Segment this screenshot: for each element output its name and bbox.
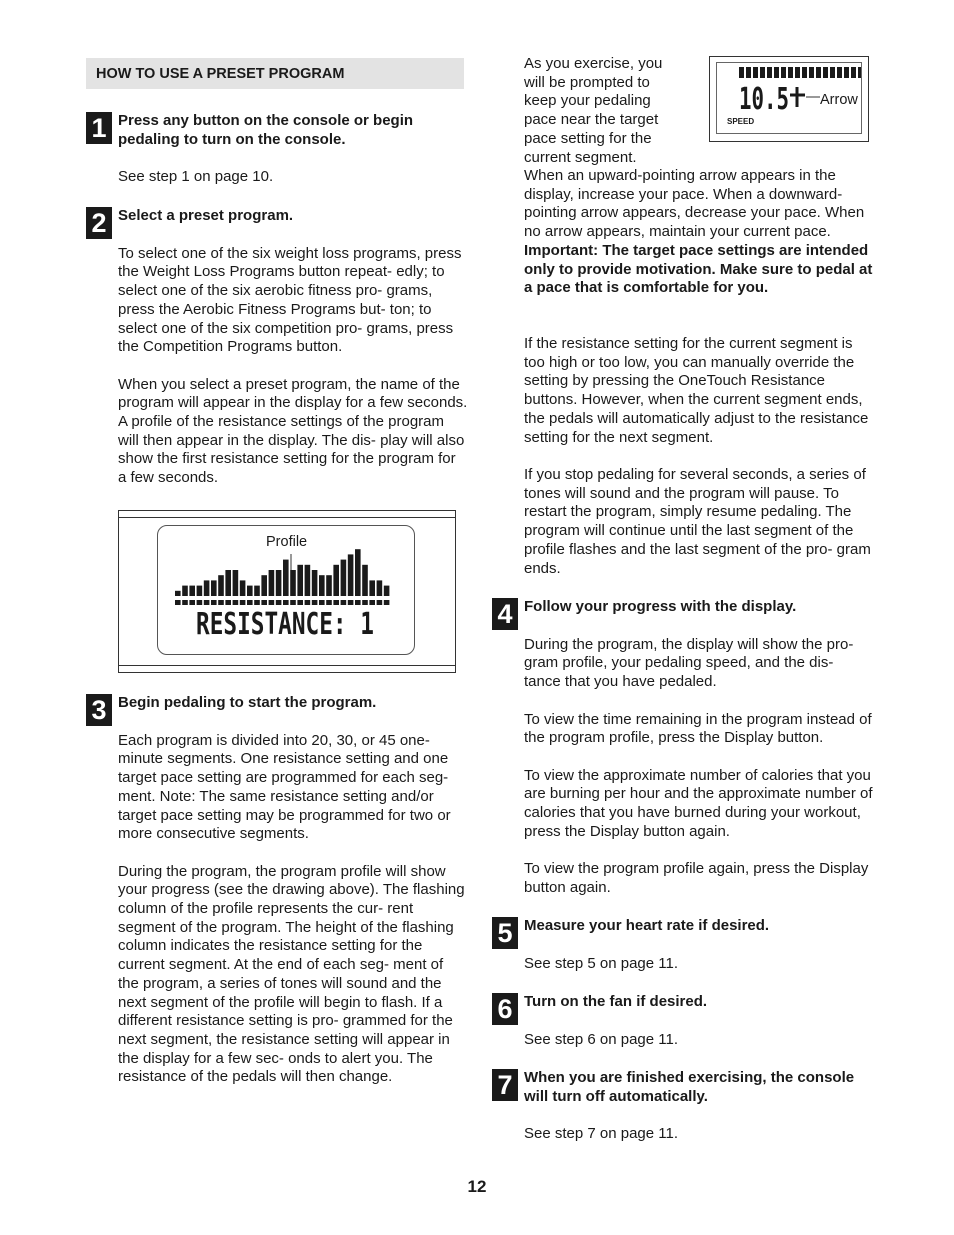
- lcd-screen: [157, 525, 415, 655]
- profile-bar: [377, 580, 383, 596]
- speed-profile-segment: [795, 67, 800, 78]
- speed-profile-segment: [739, 67, 744, 78]
- arrow-label: Arrow: [820, 92, 858, 108]
- pause-paragraph: If you stop pedaling for several seconds, a series of tones will sound and the program will pause. To restart the program, simply resume pedaling. The program will continue until the last segment of the profile flashes and the last segment of the pro- gram ends.: [524, 466, 871, 577]
- override-paragraph: If the resistance setting for the current segment is too high or too low, you can manually override the setting by pressing the OneTouch Resistance buttons. However, when the current segment ends, the pedals will automatically adjust to the resistance setting for the next segment.: [524, 335, 869, 446]
- profile-chart: [158, 526, 414, 654]
- speed-profile-segment: [851, 67, 856, 78]
- pace-intro: As you exercise, you will be prompted to keep your pedaling pace near the target pace setting for the current segment.: [524, 55, 663, 166]
- profile-base-segment: [319, 600, 325, 605]
- profile-base-segment: [377, 600, 383, 605]
- profile-base-segment: [269, 600, 275, 605]
- speed-display-figure: [709, 56, 869, 142]
- step-4-paragraph-2: To view the time remaining in the program instead of the program profile, press the Display button.: [524, 710, 872, 747]
- step-3-paragraph-1: Each program is divided into 20, 30, or 45 one- minute segments. One resistance setting and one target pace setting are programmed for each seg- ment. Note: The same resistance setting and/or target pace setting may be programmed for two or more consecutive segments.: [118, 731, 451, 843]
- profile-bar: [348, 554, 354, 596]
- profile-base-segment: [341, 600, 347, 605]
- step-1-title: Press any button on the console or begin pedaling to turn on the console.: [118, 112, 414, 148]
- figure-top-rule: [119, 517, 455, 518]
- step-5-number: 5: [492, 917, 518, 949]
- pace-important-note: Important: The target pace settings are intended only to provide motivation. Make sure to pedal at a pace that is comfortable for you.: [524, 241, 873, 297]
- profile-bar: [247, 586, 253, 596]
- up-arrow-icon: [790, 87, 805, 107]
- speed-profile-segment: [781, 67, 786, 78]
- profile-base-segment: [384, 600, 390, 605]
- step-7-title: When you are finished exercising, the console will turn off automatically.: [524, 1069, 855, 1105]
- profile-base-segment: [326, 600, 332, 605]
- profile-base-segment: [355, 600, 361, 605]
- speed-label: SPEED: [727, 117, 755, 126]
- profile-bar: [355, 549, 361, 596]
- profile-base-segment: [247, 600, 253, 605]
- speed-profile-segment: [823, 67, 828, 78]
- profile-bar: [211, 580, 217, 596]
- speed-profile-segment: [802, 67, 807, 78]
- step-5-title: Measure your heart rate if desired.: [524, 917, 770, 934]
- profile-base-segment: [261, 600, 267, 605]
- profile-base-segment: [175, 600, 181, 605]
- profile-base-segment: [312, 600, 318, 605]
- step-3-title: Begin pedaling to start the program.: [118, 694, 377, 711]
- step-4-title: Follow your progress with the display.: [524, 598, 797, 615]
- profile-base-segment: [225, 600, 231, 605]
- step-4-number: 4: [492, 598, 518, 630]
- profile-bar: [290, 570, 296, 596]
- speed-readout: 10.5: [739, 82, 789, 117]
- step-2-paragraph-2: When you select a preset program, the name of the program will appear in the display for a few seconds. A profile of the resistance settings of the program will then appear in the display. The dis- play will also show the first resistance setting for the program for a few seconds.: [118, 375, 468, 487]
- profile-bar: [312, 570, 318, 596]
- speed-profile-segment: [830, 67, 835, 78]
- profile-bar: [240, 580, 246, 596]
- step-2-number: 2: [86, 207, 112, 239]
- step-7-number: 7: [492, 1069, 518, 1101]
- profile-base-segment: [297, 600, 303, 605]
- speed-profile-segment: [753, 67, 758, 78]
- profile-bar: [319, 575, 325, 596]
- resistance-readout: RESISTANCE: 1: [196, 607, 374, 642]
- profile-base-segment: [362, 600, 368, 605]
- profile-base-segment: [240, 600, 246, 605]
- profile-display-figure: [118, 510, 456, 673]
- profile-base-segment: [276, 600, 282, 605]
- profile-bar: [218, 575, 224, 596]
- step-5-body: See step 5 on page 11.: [524, 954, 679, 972]
- profile-bar: [333, 565, 339, 596]
- profile-bar: [283, 560, 289, 596]
- profile-bar: [189, 586, 195, 596]
- step-4-paragraph-3: To view the approximate number of calories that you are burning per hour and the approximate number of calories that you have burned during your workout, press the Display button again.: [524, 766, 873, 840]
- profile-bar: [369, 580, 375, 596]
- step-3-paragraph-2: During the program, the program profile will show your progress (see the drawing above). The flashing column of the profile represents the cur- rent segment of the program. The height of the flashing column indicates the resistance setting for the current segment. At the end of each seg- ment of the program, a series of tones will sound and the next segment of the profile will begin to flash. If a different resistance setting is pro- grammed for the next segment, the resistance setting will appear in the display for a few sec- onds to alert you. The resistance of the pedals will then change.: [118, 862, 465, 1086]
- profile-bar: [362, 565, 368, 596]
- profile-bar: [225, 570, 231, 596]
- speed-profile-segment: [760, 67, 765, 78]
- step-3-number: 3: [86, 694, 112, 726]
- speed-lcd-screen: [716, 62, 862, 134]
- profile-bar: [305, 565, 311, 596]
- step-6-body: See step 6 on page 11.: [524, 1030, 679, 1048]
- step-6-number: 6: [492, 993, 518, 1025]
- profile-bar: [175, 591, 181, 596]
- profile-bar: [182, 586, 188, 596]
- step-4-paragraph-4: To view the program profile again, press the Display button again.: [524, 860, 869, 896]
- profile-base-segment: [348, 600, 354, 605]
- profile-base-segment: [204, 600, 210, 605]
- profile-bar: [269, 570, 275, 596]
- step-4-paragraph-1: During the program, the display will show the pro- gram profile, your pedaling speed, and the dis- tance that you have pedaled.: [524, 635, 854, 691]
- profile-bar: [261, 575, 267, 596]
- speed-profile-segment: [816, 67, 821, 78]
- step-1-number: 1: [86, 112, 112, 144]
- page-number: 12: [467, 1177, 487, 1196]
- speed-profile-segment: [858, 67, 861, 78]
- pace-continuation: When an upward-pointing arrow appears in the display, increase your pace. When a downward- pointing arrow appears, decrease your pace. When no arrow appears, maintain your current pace.: [524, 167, 865, 241]
- profile-base-segment: [333, 600, 339, 605]
- profile-bar: [341, 560, 347, 596]
- step-6-title: Turn on the fan if desired.: [524, 993, 708, 1010]
- speed-profile-segment: [844, 67, 849, 78]
- profile-base-segment: [283, 600, 289, 605]
- speed-profile-segment: [788, 67, 793, 78]
- speed-profile-segment: [746, 67, 751, 78]
- profile-base-segment: [182, 600, 188, 605]
- pace-instructions: [524, 167, 874, 298]
- profile-bar: [254, 586, 260, 596]
- profile-bar: [204, 580, 210, 596]
- speed-profile-segment: [809, 67, 814, 78]
- profile-base-segment: [305, 600, 311, 605]
- profile-base-segment: [211, 600, 217, 605]
- profile-bar: [233, 570, 239, 596]
- speed-profile-segment: [837, 67, 842, 78]
- profile-bar: [297, 565, 303, 596]
- step-2-title: Select a preset program.: [118, 207, 294, 224]
- step-2-paragraph-1: To select one of the six weight loss programs, press the Weight Loss Programs button repeat- edly; to select one of the six aerobic fitness pro- grams, press the Aerobic Fitness Programs but- ton; to select one of the six competition pro- grams, press the Competition Programs button.: [118, 244, 462, 356]
- profile-base-segment: [290, 600, 296, 605]
- profile-base-segment: [369, 600, 375, 605]
- profile-base-segment: [233, 600, 239, 605]
- section-title: HOW TO USE A PRESET PROGRAM: [86, 58, 464, 89]
- speed-profile-segment: [774, 67, 779, 78]
- profile-label: Profile: [266, 534, 308, 550]
- step-1-body: See step 1 on page 10.: [118, 168, 274, 186]
- profile-bar: [276, 570, 282, 596]
- profile-bar: [197, 586, 203, 596]
- profile-bar: [326, 575, 332, 596]
- profile-base-segment: [218, 600, 224, 605]
- figure-bottom-rule: [119, 665, 455, 666]
- speed-profile-segment: [767, 67, 772, 78]
- profile-base-segment: [189, 600, 195, 605]
- profile-base-segment: [254, 600, 260, 605]
- profile-base-segment: [197, 600, 203, 605]
- step-7-body: See step 7 on page 11.: [524, 1125, 679, 1143]
- profile-bar: [384, 586, 390, 596]
